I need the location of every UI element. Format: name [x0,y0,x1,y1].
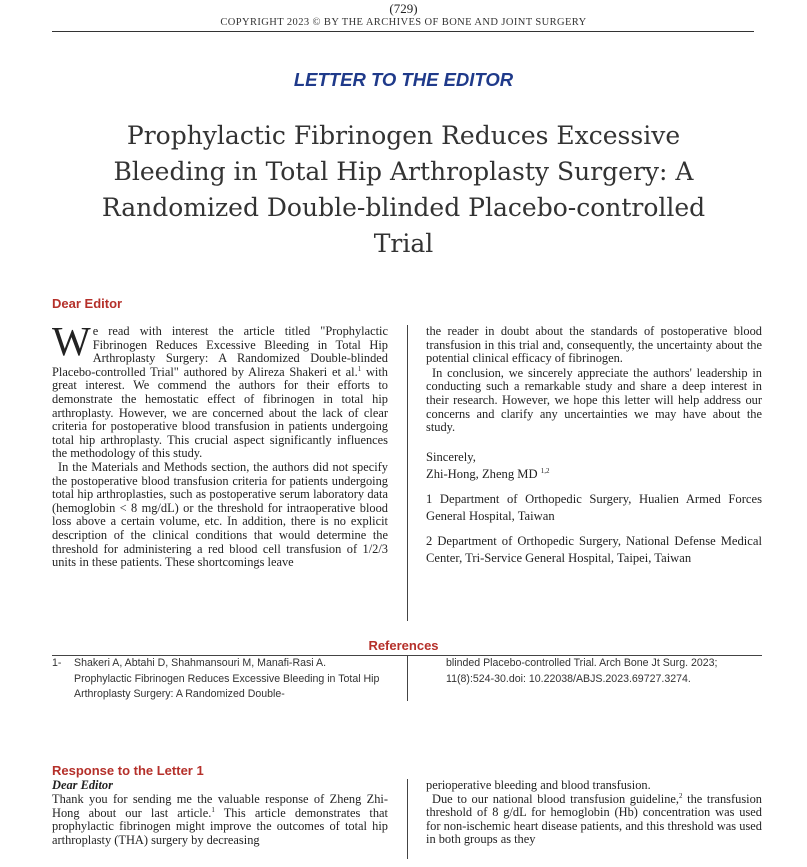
letter-paragraph-1 [52,318,388,461]
letter-p1-main: e read with interest the article titled "Prophylactic Fibrinogen Reduces Excessive Bleeding in Total Hip Arthroplasty Surgery: A Randomized Double-blinded Placebo-controlled Trial" authored by Alireza Shakeri et al. [52,324,388,379]
letter-salutation: Dear Editor [52,296,123,311]
reference-item [52,656,382,703]
response-paragraph-2: perioperative bleeding and blood transfusion. [426,778,651,792]
dropcap: W [52,318,91,364]
reference-text-left: Shakeri A, Abtahi D, Shahmansouri M, Manafi-Rasi A. Prophylactic Fibrinogen Reduces Excessive Bleeding in Total Hip Arthroplasty Surgery: A Randomized Double- [74,657,380,701]
article-title: Prophylactic Fibrinogen Reduces Excessive Bleeding in Total Hip Arthroplasty Surgery: A Randomized Double-blinded Placebo-controlled Trial [101,121,706,258]
signer-name: Zhi-Hong, Zheng MD [426,466,538,481]
letter-left-column [52,318,388,570]
response-paragraph-3 [426,793,762,847]
response-left-column [52,793,388,847]
references-heading: References [368,638,439,653]
references-divider [407,656,408,701]
response-salutation: Dear Editor [52,778,113,792]
response-right-column [426,779,762,847]
header-rule [52,31,754,32]
reference-text-right: blinded Placebo-controlled Trial. Arch Bone Jt Surg. 2023; 11(8):524-30.doi: 10.22038/ABJS.2023.69727.3274. [446,657,718,685]
page-number: (729) [389,1,418,16]
reference-number: 1- [52,657,62,669]
response-p3-rest: the transfusion threshold of 8 g/dL for hemoglobin (Hb) concentration was used for non-ischemic heart disease patients, and this threshold was used in both groups as they [426,791,762,847]
signer-line [426,466,762,483]
affiliation-2: 2 Department of Orthopedic Surgery, National Defense Medical Center, Tri-Service General Hospital, Taipei, Taiwan [426,533,762,565]
response-divider [407,779,408,859]
affiliation-1: 1 Department of Orthopedic Surgery, Hualien Armed Forces General Hospital, Taiwan [426,491,762,523]
response-citation-sup: 1 [211,805,215,814]
copyright-line: COPYRIGHT 2023 © BY THE ARCHIVES OF BONE AND JOINT SURGERY [220,17,587,28]
signature-block [426,449,762,567]
response-p3-sup: 2 [679,791,683,800]
citation-sup: 1 [357,364,362,373]
letter-paragraph-3: the reader in doubt about the standards of postoperative blood transfusion in this trial and, consequently, the uncertainty about the potential clinical efficacy of fibrinogen. [426,324,762,366]
closing: Sincerely, [426,449,476,464]
response-p1-rest: This article demonstrates that prophylactic fibrinogen might improve the outcomes of total hip arthroplasty (THA) surgery by decreasing [52,805,388,847]
response-p3-main: Due to our national blood transfusion guideline, [432,791,680,806]
letter-paragraph-4: In conclusion, we sincerely appreciate the authors' leadership in conducting such a remarkable study and share a deep interest in their research. However, we hope this letter will help address our concerns and clarify any uncertainties we may have about the study. [426,365,762,435]
response-heading: Response to the Letter 1 [52,763,204,778]
column-divider [407,325,408,621]
letter-right-column [426,325,762,567]
response-paragraph-1 [52,793,388,847]
letter-paragraph-2: In the Materials and Methods section, the authors did not specify the postoperative blood transfusion criteria for patients undergoing total hip arthroplasties, such as postoperative serum laboratory data (hemoglobin < 8 mg/dL) or the threshold for intraoperative blood loss above a certain volume, etc. In addition, there is no explicit description of the clinical conditions that would determine the threshold for administering a red blood cell transfusion of 1/2/3 units in these patients. These shortcomings leave [52,459,388,570]
section-label: LETTER TO THE EDITOR [293,69,514,90]
letter-p1-rest: with great interest. We commend the authors for their efforts to demonstrate the hemostatic effect of fibrinogen in total hip arthroplasty. However, we are concerned about the lack of clear criteria for postoperative blood transfusion in patients undergoing total hip arthroplasty. This crucial aspect significantly influences the methodology of this study. [52,364,388,461]
response-p1-main: Thank you for sending me the valuable response of Zheng Zhi-Hong about our last article. [52,792,388,820]
signer-sup: 1,2 [540,466,550,475]
